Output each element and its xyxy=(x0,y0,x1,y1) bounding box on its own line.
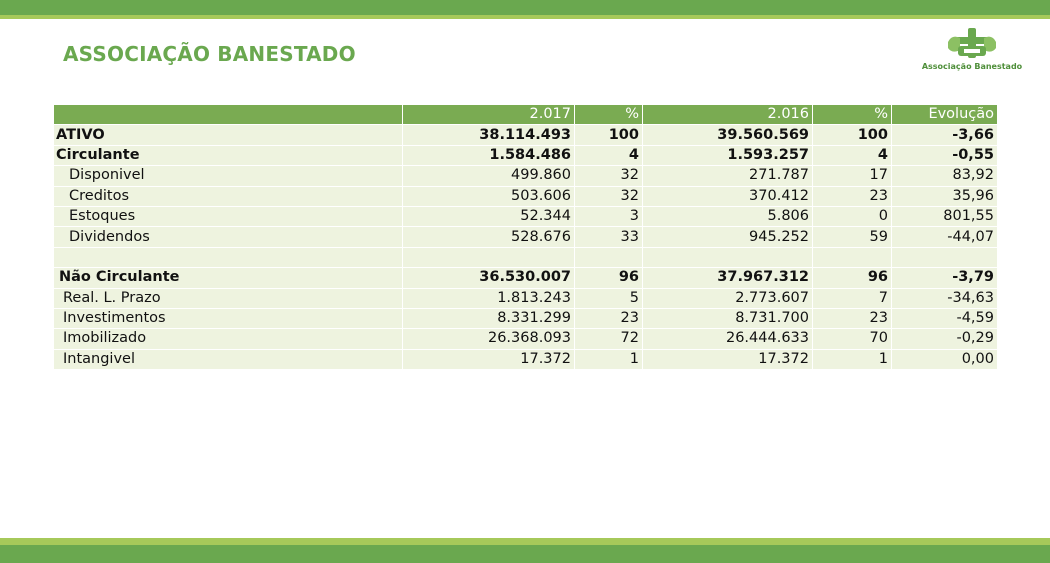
cell-pct-2017: 3 xyxy=(575,206,643,226)
row-label: Creditos xyxy=(54,186,403,206)
cell-evolucao xyxy=(892,247,998,267)
cell-pct-2016: 96 xyxy=(813,268,892,288)
cell-2016: 2.773.607 xyxy=(643,288,813,308)
row-label: Investimentos xyxy=(54,308,403,328)
cell-evolucao: 801,55 xyxy=(892,206,998,226)
top-accent-bar xyxy=(0,0,1050,15)
table-row-estoques xyxy=(54,206,998,226)
row-label: Estoques xyxy=(54,206,403,226)
cell-evolucao: 0,00 xyxy=(892,349,998,369)
cell-pct-2016: 4 xyxy=(813,145,892,165)
table-row-intangivel xyxy=(54,349,998,369)
cell-pct-2016: 59 xyxy=(813,227,892,247)
cell-2016: 1.593.257 xyxy=(643,145,813,165)
cell-2017: 26.368.093 xyxy=(403,329,575,349)
cell-evolucao: 83,92 xyxy=(892,166,998,186)
column-header-label xyxy=(54,105,403,125)
cell-2016: 39.560.569 xyxy=(643,125,813,145)
cell-2017: 528.676 xyxy=(403,227,575,247)
row-label: ATIVO xyxy=(54,125,403,145)
cell-pct-2016 xyxy=(813,247,892,267)
cell-2016: 945.252 xyxy=(643,227,813,247)
row-label: Intangivel xyxy=(54,349,403,369)
row-label: Imobilizado xyxy=(54,329,403,349)
cell-2016: 37.967.312 xyxy=(643,268,813,288)
cell-pct-2017: 1 xyxy=(575,349,643,369)
cell-2017: 38.114.493 xyxy=(403,125,575,145)
cell-2017: 1.813.243 xyxy=(403,288,575,308)
cell-pct-2017: 23 xyxy=(575,308,643,328)
cell-2017: 17.372 xyxy=(403,349,575,369)
cell-pct-2016: 100 xyxy=(813,125,892,145)
cell-2016: 26.444.633 xyxy=(643,329,813,349)
cell-pct-2017: 4 xyxy=(575,145,643,165)
cell-pct-2016: 17 xyxy=(813,166,892,186)
table-row-real-l-prazo xyxy=(54,288,998,308)
table-row-creditos xyxy=(54,186,998,206)
row-label xyxy=(54,247,403,267)
cell-pct-2017: 96 xyxy=(575,268,643,288)
table-row-ativo xyxy=(54,125,998,145)
cell-2017: 1.584.486 xyxy=(403,145,575,165)
table-row-nao-circulante xyxy=(54,268,998,288)
cell-evolucao: -3,79 xyxy=(892,268,998,288)
cell-evolucao: -34,63 xyxy=(892,288,998,308)
column-header-evolucao: Evolução xyxy=(892,105,998,125)
cell-evolucao: 35,96 xyxy=(892,186,998,206)
cell-pct-2017: 32 xyxy=(575,186,643,206)
top-accent-stripe xyxy=(0,15,1050,19)
cell-2016: 5.806 xyxy=(643,206,813,226)
cell-evolucao: -0,55 xyxy=(892,145,998,165)
cell-2016: 17.372 xyxy=(643,349,813,369)
cell-pct-2016: 0 xyxy=(813,206,892,226)
cell-pct-2017: 72 xyxy=(575,329,643,349)
table-row-investimentos xyxy=(54,308,998,328)
column-header-2016: 2.016 xyxy=(643,105,813,125)
associacao-banestado-logo-icon xyxy=(944,28,1000,60)
cell-2016: 370.412 xyxy=(643,186,813,206)
row-label: Dividendos xyxy=(54,227,403,247)
cell-evolucao: -0,29 xyxy=(892,329,998,349)
table-header-row xyxy=(54,105,998,125)
cell-2017: 499.860 xyxy=(403,166,575,186)
cell-2017: 503.606 xyxy=(403,186,575,206)
logo xyxy=(916,28,1028,74)
cell-2017: 8.331.299 xyxy=(403,308,575,328)
cell-pct-2016: 1 xyxy=(813,349,892,369)
table-row-disponivel xyxy=(54,166,998,186)
cell-2016: 8.731.700 xyxy=(643,308,813,328)
row-label: Não Circulante xyxy=(54,268,403,288)
cell-2016: 271.787 xyxy=(643,166,813,186)
cell-evolucao: -44,07 xyxy=(892,227,998,247)
cell-pct-2016: 23 xyxy=(813,186,892,206)
cell-pct-2016: 70 xyxy=(813,329,892,349)
cell-2017 xyxy=(403,247,575,267)
table-row-spacer xyxy=(54,247,998,267)
cell-pct-2017 xyxy=(575,247,643,267)
cell-2017: 36.530.007 xyxy=(403,268,575,288)
cell-evolucao: -4,59 xyxy=(892,308,998,328)
bottom-accent-bar xyxy=(0,545,1050,563)
page-title: ASSOCIAÇÃO BANESTADO xyxy=(63,42,356,66)
cell-pct-2017: 100 xyxy=(575,125,643,145)
balance-sheet-table xyxy=(53,104,998,370)
bottom-accent-stripe xyxy=(0,538,1050,545)
column-header-2017: 2.017 xyxy=(403,105,575,125)
cell-pct-2017: 33 xyxy=(575,227,643,247)
table-row-imobilizado xyxy=(54,329,998,349)
cell-pct-2017: 5 xyxy=(575,288,643,308)
cell-2017: 52.344 xyxy=(403,206,575,226)
cell-pct-2016: 7 xyxy=(813,288,892,308)
row-label: Circulante xyxy=(54,145,403,165)
column-header-pct-2017: % xyxy=(575,105,643,125)
cell-2016 xyxy=(643,247,813,267)
logo-text: Associação Banestado xyxy=(921,62,1023,71)
cell-pct-2016: 23 xyxy=(813,308,892,328)
row-label: Real. L. Prazo xyxy=(54,288,403,308)
table-row-dividendos xyxy=(54,227,998,247)
row-label: Disponivel xyxy=(54,166,403,186)
table-row-circulante xyxy=(54,145,998,165)
cell-evolucao: -3,66 xyxy=(892,125,998,145)
cell-pct-2017: 32 xyxy=(575,166,643,186)
column-header-pct-2016: % xyxy=(813,105,892,125)
